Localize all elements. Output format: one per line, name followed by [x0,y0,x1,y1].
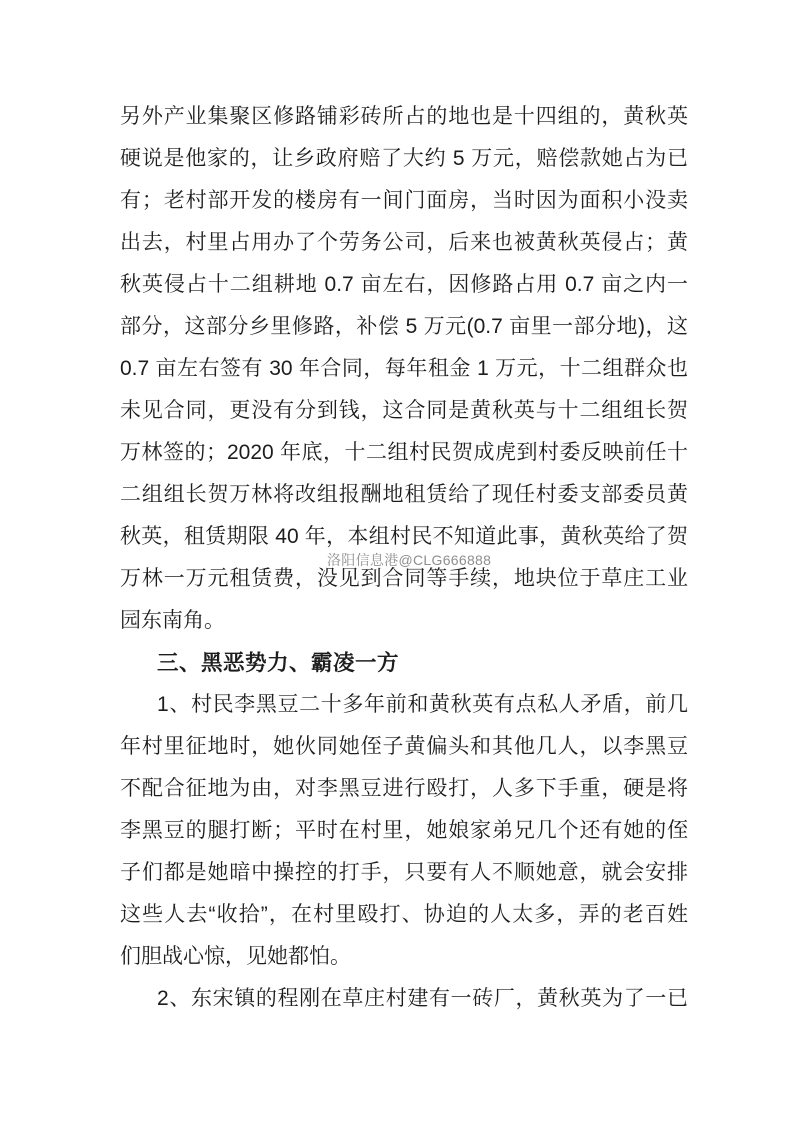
section-heading: 三、黑恶势力、霸凌一方 [157,651,400,675]
text-line: 1、村民李黑豆二十多年前和黄秋英有点私人矛盾，前几 [157,693,688,716]
text-line: 硬说是他家的，让乡政府赔了大约 5 万元，赔偿款她占为已 [120,147,688,170]
text-line: 0.7 亩左右签有 30 年合同，每年租金 1 万元，十二组群众也 [120,357,688,380]
text-line: 二组组长贺万林将改组报酬地租赁给了现任村委支部委员黄 [120,483,688,506]
text-line: 万林一万元租赁费，没见到合同等手续，地块位于草庄工业 [120,567,688,590]
text-line: 部分，这部分乡里修路，补偿 5 万元(0.7 亩里一部分地)，这 [120,315,688,338]
watermark: 洛阳信息港@CLG666888 [327,552,492,568]
text-line: 李黑豆的腿打断；平时在村里，她娘家弟兄几个还有她的侄 [120,819,688,842]
text-line: 有；老村部开发的楼房有一间门面房，当时因为面积小没卖 [120,189,688,212]
text-line: 秋英，租赁期限 40 年，本组村民不知道此事，黄秋英给了贺 [120,525,688,548]
text-line: 另外产业集聚区修路铺彩砖所占的地也是十四组的，黄秋英 [120,105,688,128]
text-line: 出去，村里占用办了个劳务公司，后来也被黄秋英侵占；黄 [120,231,688,254]
text-line: 秋英侵占十二组耕地 0.7 亩左右，因修路占用 0.7 亩之内一 [120,273,688,296]
text-line: 2、东宋镇的程刚在草庄村建有一砖厂，黄秋英为了一已 [157,987,688,1010]
text-line: 万林签的；2020 年底，十二组村民贺成虎到村委反映前任十 [120,441,688,464]
document-body [120,96,688,1020]
text-line: 这些人去“收拾”，在村里殴打、协迫的人太多，弄的老百姓 [120,903,688,926]
text-line: 园东南角。 [120,609,225,632]
text-line: 子们都是她暗中操控的打手，只要有人不顺她意，就会安排 [120,861,688,884]
text-line: 不配合征地为由，对李黑豆进行殴打，人多下手重，硬是将 [120,777,688,800]
text-line: 们胆战心惊，见她都怕。 [120,945,351,968]
text-line: 年村里征地时，她伙同她侄子黄偏头和其他几人，以李黑豆 [120,735,688,758]
text-line: 未见合同，更没有分到钱，这合同是黄秋英与十二组组长贺 [120,399,688,422]
